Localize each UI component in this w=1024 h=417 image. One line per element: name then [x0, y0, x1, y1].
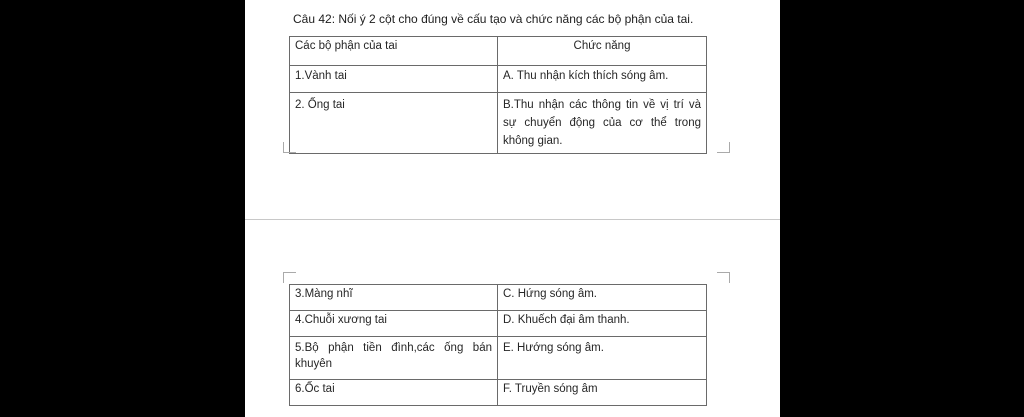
matching-table-top [289, 36, 707, 154]
function-cell: B.Thu nhận các thông tin về vị trí và sự chuyển động của cơ thể trong không gian. [498, 93, 707, 154]
table-row [290, 311, 707, 337]
table-row [290, 337, 707, 380]
part-cell: 5.Bộ phận tiền đình,các ống bán khuyên [290, 337, 498, 380]
part-cell: 2. Ống tai [290, 93, 498, 154]
function-cell: F. Truyền sóng âm [498, 380, 707, 406]
part-cell: 6.Ốc tai [290, 380, 498, 406]
part-cell: 3.Màng nhĩ [290, 285, 498, 311]
page-margin-mark [283, 142, 296, 153]
page-break-line [245, 219, 780, 220]
function-cell: A. Thu nhận kích thích sóng âm. [498, 66, 707, 93]
table-row [290, 93, 707, 154]
table-row [290, 380, 707, 406]
question-text: Câu 42: Nối ý 2 cột cho đúng về cấu tạo và chức năng các bộ phận của tai. [293, 12, 694, 26]
part-cell: 1.Vành tai [290, 66, 498, 93]
function-cell: C. Hứng sóng âm. [498, 285, 707, 311]
header-function: Chức năng [498, 37, 707, 66]
table-row [290, 285, 707, 311]
table-header-row [290, 37, 707, 66]
function-cell: D. Khuếch đại âm thanh. [498, 311, 707, 337]
part-cell: 4.Chuỗi xương tai [290, 311, 498, 337]
matching-table-bottom [289, 284, 707, 406]
table-row [290, 66, 707, 93]
page-margin-mark [717, 272, 730, 283]
page-margin-mark [717, 142, 730, 153]
header-parts: Các bộ phận của tai [290, 37, 498, 66]
function-cell: E. Hướng sóng âm. [498, 337, 707, 380]
page-margin-mark [283, 272, 296, 283]
